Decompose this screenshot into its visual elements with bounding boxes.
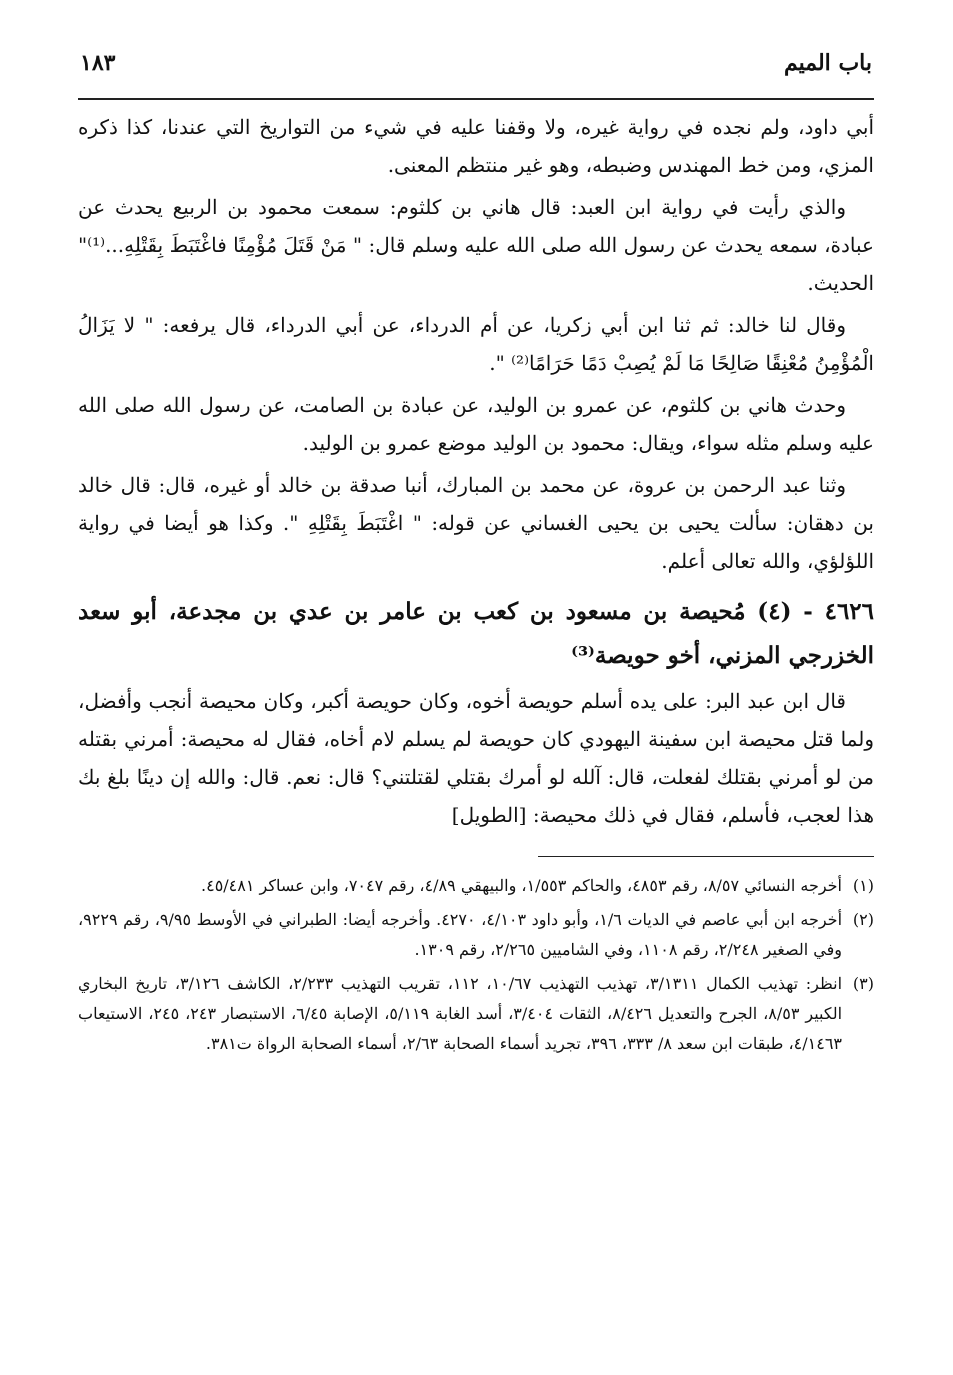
footnote-text: أخرجه ابن أبي عاصم في الديات ١/٦، وأبو داود ٤/١٠٣، ٤٢٧٠. وأخرجه أيضا: الطبراني في الأوسط ٩/٩٥، رقم ٩٢٢٩، وفي الصغير ٢/٢٤٨، رقم ١١٠٨، وفي الشاميين ٢/٢٦٥، رقم ١٣٠٩. xyxy=(78,910,843,959)
footnote-number: (١) xyxy=(852,876,874,895)
paragraph-continuation: أبي داود، ولم نجده في رواية غيره، ولا وقفنا عليه في شيء من التواريخ التي عندنا، كذا ذكره المزي، ومن خط المهندس وضبطه، وهو غير منتظم المعنى. xyxy=(78,115,874,177)
page-number: ١٨٣ xyxy=(80,50,116,76)
footnote-text: انظر: تهذيب الكمال ٣/١٣١١، تهذيب التهذيب ١٠/٦٧، ١١٢، تقريب التهذيب ٢/٢٣٣، الكاشف ٣/١٢٦، تاريخ البخاري الكبير ٨/٥٣، الجرح والتعديل ٨/٤٢٦، الثقات ٣/٤٠٤، أسد الغابة ٥/١١٩، الإصابة ٦/٤٥، الاستبصار ٢٤٣، ٢٤٥، الاستيعاب ٤/١٤٦٣، طبقات ابن سعد ٨/ ٣٣٣، ٣٩٦، تجريد أسماء الصحابة ٢/٦٣، أسماء الصحابة الرواة ت٣٨١. xyxy=(78,974,843,1053)
paragraph: وثنا عبد الرحمن بن عروة، عن محمد بن المبارك، أنبا صدقة بن خالد أو غيره، قال: قال خالد بن دهقان: سألت يحيى بن يحيى الغساني عن قوله: " اغْتَبَطَ بِقَتْلِهِ ". وكذا هو أيضا في رواية اللؤلؤي، والله تعالى أعلم. xyxy=(78,473,874,573)
paragraph: وحدث هاني بن كلثوم، عن عمرو بن الوليد، عن عبادة بن الصامت، عن رسول الله صلى الله عليه وسلم مثله سواء، ويقال: محمود بن الوليد موضع عمرو بن الوليد. xyxy=(78,393,874,455)
entry-paragraph: قال ابن عبد البر: على يده أسلم حويصة أخوه، وكان حويصة أكبر، وكان محيصة أنجب وأفضل، ولما قتل محيصة ابن سفينة اليهودي كان حويصة لم يسلم لام أخاه، فقال له محيصة: أمرني بقتله من لو أمرني بقتلك لفعلت، قال: آلله لو أمرك بقتلي لقتلتني؟ قال: نعم. قال: والله إن دينًا بلغ بك هذا لعجب، فأسلم، فقال في ذلك محيصة: [الطويل] xyxy=(78,689,874,827)
paragraph: وقال لنا خالد: ثم ثنا ابن أبي زكريا، عن أم الدرداء، عن أبي الدرداء، قال يرفعه: " لا يَزَالُ الْمُؤْمِنُ مُعْنِقًا صَالِحًا مَا لَمْ يُصِبْ دَمًا حَرَامًا⁽²⁾ ". xyxy=(78,313,874,375)
main-text xyxy=(78,108,874,834)
footnote xyxy=(78,905,874,965)
book-page xyxy=(78,50,874,1063)
chapter-title: باب الميم xyxy=(783,50,872,76)
footnote-number: (٢) xyxy=(852,910,874,929)
running-header xyxy=(78,50,874,100)
entry-heading: ٤٦٢٦ - (٤) مُحيصة بن مسعود بن كعب بن عامر بن عدي بن مجدعة، أبو سعد الخزرجي المزني، أخو حويصة⁽³⁾ xyxy=(78,598,875,669)
footnote-text: أخرجه النسائي ٨/٥٧، رقم ٤٨٥٣، والحاكم ١/٥٥٣، والبيهقي ٤/٨٩، رقم ٧٠٤٧، وابن عساكر ٤٥/٤٨١. xyxy=(201,876,842,895)
footnote xyxy=(78,969,874,1059)
footnote-divider xyxy=(538,856,874,857)
footnote xyxy=(78,871,874,901)
footnotes xyxy=(78,871,874,1059)
paragraph: والذي رأيت في رواية ابن العبد: قال هاني بن كلثوم: سمعت محمود بن الربيع يحدث عن عبادة، سمعه يحدث عن رسول الله صلى الله عليه وسلم قال: " مَنْ قَتَلَ مُؤْمِنًا فاغْتَبَطَ بِقَتْلِهِ...⁽¹⁾" الحديث. xyxy=(78,195,874,295)
footnote-number: (٣) xyxy=(852,974,874,993)
